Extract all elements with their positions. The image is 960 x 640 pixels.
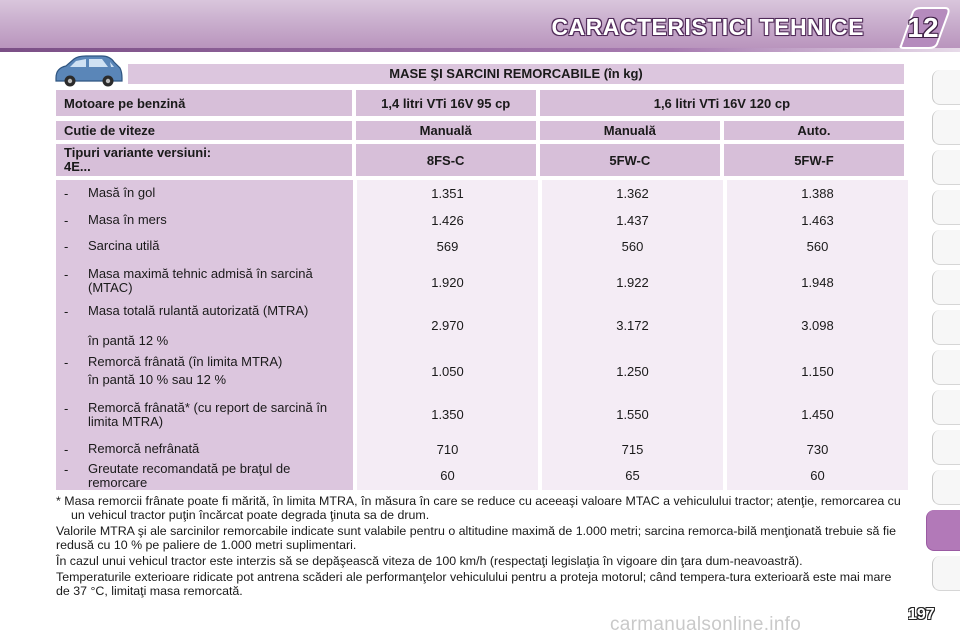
- row-value: 1.948: [801, 275, 834, 290]
- row-value: 1.350: [431, 407, 464, 422]
- row-label: Greutate recomandată pe braţul de remorcare: [88, 461, 291, 490]
- row-value: 730: [806, 442, 829, 457]
- note-paragraph: Valorile MTRA şi ale sarcinilor remorcabile indicate sunt valabile pentru o altitudine maximă de 1.000 metri; sarcina remorca-bilă menţionată trebuie să fie redusă cu 10 % pe paliere de 1.000 metri suplimentari.: [56, 524, 896, 552]
- row-value: 710: [436, 442, 459, 457]
- row-value: 1.463: [801, 213, 834, 228]
- row-value: 65: [625, 468, 640, 483]
- row-value: 3.098: [801, 318, 834, 333]
- watermark: carmanualsonline.info: [610, 614, 802, 635]
- page-title: CARACTERISTICI TEHNICE: [551, 14, 864, 40]
- header-underline: [0, 48, 960, 52]
- row-value: 1.426: [431, 213, 464, 228]
- row-value: 1.437: [616, 213, 649, 228]
- chapter-number: 12: [907, 12, 939, 43]
- row-value: 1.388: [801, 186, 834, 201]
- row-value: 60: [440, 468, 455, 483]
- chapter-tab[interactable]: [932, 556, 960, 591]
- car-icon: [52, 54, 124, 88]
- chapter-tab[interactable]: [932, 190, 960, 225]
- variants-label-line2: 4E...: [64, 159, 91, 174]
- engine-label: Motoare pe benzină: [56, 90, 352, 116]
- chapter-tabs: [924, 70, 960, 630]
- row-label: Masă în gol: [88, 185, 156, 200]
- row-value: 569: [436, 239, 459, 254]
- variant-2: 5FW-C: [540, 144, 720, 176]
- gearbox-1: Manuală: [356, 121, 536, 140]
- chapter-tab[interactable]: [932, 150, 960, 185]
- variants-header-row: [56, 144, 904, 176]
- row-label: Remorcă nefrânată: [88, 441, 200, 456]
- chapter-tab[interactable]: [932, 110, 960, 145]
- table-title: MASE ŞI SARCINI REMORCABILE (în kg): [128, 64, 904, 84]
- engine-2: 1,6 litri VTi 16V 120 cp: [540, 90, 904, 116]
- chapter-tab[interactable]: [932, 270, 960, 305]
- variant-3: 5FW-F: [724, 144, 904, 176]
- notes-section: [56, 494, 908, 600]
- row-value: 1.920: [431, 275, 464, 290]
- note-paragraph: În cazul unui vehicul tractor este interzis să se depăşească viteza de 100 km/h (respectaţi legislaţia în vigoare din ţara dum-neavoastră).: [56, 554, 803, 568]
- chapter-tab[interactable]: [932, 70, 960, 105]
- row-value: 3.172: [616, 318, 649, 333]
- row-label: Masa totală rulantă autorizată (MTRA): [88, 303, 309, 318]
- engine-header-row: [56, 90, 904, 116]
- row-value: 2.970: [431, 318, 464, 333]
- footnote: * Masa remorcii frânate poate fi mărită, în limita MTRA, în măsura în care se reduce cu aceeaşi valoare MTAC a vehiculului tractor; atenţie, remorcarea cu un vehicul tractor puţin încărcat poate degrada ţinuta sa de drum.: [56, 494, 901, 522]
- row-label: Remorcă frânată (în limita MTRA): [88, 354, 283, 369]
- row-value: 560: [621, 239, 644, 254]
- variants-label: [56, 144, 352, 176]
- gearbox-3: Auto.: [724, 121, 904, 140]
- row-value: 1.922: [616, 275, 649, 290]
- engine-1: 1,4 litri VTi 16V 95 cp: [356, 90, 536, 116]
- gearbox-label: Cutie de viteze: [56, 121, 352, 140]
- note-paragraph: Temperaturile exterioare ridicate pot antrena scăderi ale performanţelor vehiculului pentru a proteja motorul; când tempera-tura exterioară este mai mare de 37 °C, limitaţi masa remorcată.: [56, 570, 892, 598]
- row-value: 1.250: [616, 364, 649, 379]
- row-label: Sarcina utilă: [88, 238, 160, 253]
- row-sublabel: în pantă 12 %: [88, 333, 169, 348]
- row-value: 1.351: [431, 186, 464, 201]
- chapter-tab[interactable]: [932, 430, 960, 465]
- chapter-tab[interactable]: [932, 470, 960, 505]
- row-sublabel: în pantă 10 % sau 12 %: [88, 372, 227, 387]
- chapter-tab-active[interactable]: [926, 510, 960, 551]
- chapter-tab[interactable]: [932, 390, 960, 425]
- row-value: 1.550: [616, 407, 649, 422]
- row-value: 1.150: [801, 364, 834, 379]
- row-value: 1.450: [801, 407, 834, 422]
- chapter-badge: [895, 6, 951, 50]
- row-value: 715: [621, 442, 644, 457]
- variant-1: 8FS-C: [356, 144, 536, 176]
- row-value: 1.362: [616, 186, 649, 201]
- row-label: Masa în mers: [88, 212, 167, 227]
- chapter-tab[interactable]: [932, 310, 960, 345]
- chapter-tab[interactable]: [932, 350, 960, 385]
- variants-label-line1: Tipuri variante versiuni:: [64, 145, 212, 160]
- row-label: Masa maximă tehnic admisă în sarcină (MTAC): [88, 266, 313, 295]
- row-value: 560: [806, 239, 829, 254]
- row-value: 1.050: [431, 364, 464, 379]
- gearbox-2: Manuală: [540, 121, 720, 140]
- page-number: 197: [908, 606, 935, 623]
- chapter-tab[interactable]: [932, 230, 960, 265]
- row-value: 60: [810, 468, 825, 483]
- row-label: Remorcă frânată* (cu report de sarcină în limita MTRA): [88, 400, 328, 429]
- gearbox-header-row: [56, 121, 904, 140]
